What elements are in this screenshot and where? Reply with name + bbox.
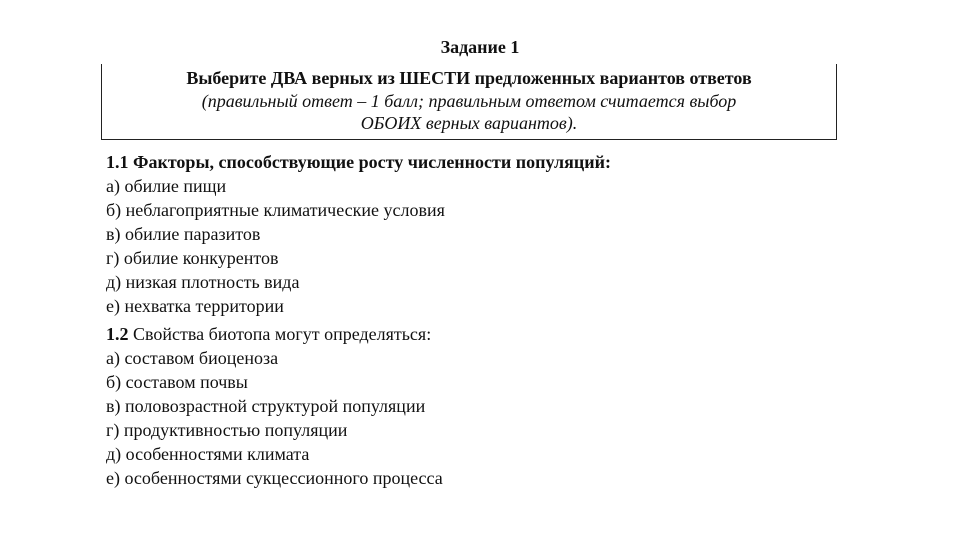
scoring-note-line-2: ОБОИХ верных вариантов).: [360, 113, 578, 133]
answer-option-e[interactable]: е) особенностями сукцессионного процесса: [106, 468, 443, 488]
question-text: Факторы, способствующие росту численности популяций:: [133, 152, 611, 172]
answer-option-b[interactable]: б) неблагоприятные климатические условия: [106, 200, 445, 220]
question-1-1: [106, 150, 926, 318]
answer-option-v[interactable]: в) половозрастной структурой популяции: [106, 396, 426, 416]
answer-option-d[interactable]: д) низкая плотность вида: [106, 272, 300, 292]
question-text: Свойства биотопа могут определяться:: [133, 324, 432, 344]
task-title: Задание 1: [440, 37, 520, 57]
answer-option-v[interactable]: в) обилие паразитов: [106, 224, 261, 244]
question-1-2: [106, 322, 926, 490]
instruction-box: [101, 64, 837, 140]
question-number: 1.2: [106, 324, 129, 344]
scoring-note-line-1: (правильный ответ – 1 балл; правильным ответом считается выбор: [201, 91, 737, 111]
answer-option-a[interactable]: а) обилие пищи: [106, 176, 227, 196]
question-heading: [106, 150, 926, 174]
question-heading: [106, 322, 926, 346]
instruction-text: Выберите ДВА верных из ШЕСТИ предложенных вариантов ответов: [186, 68, 752, 88]
answer-option-d[interactable]: д) особенностями климата: [106, 444, 310, 464]
question-number: 1.1: [106, 152, 129, 172]
answer-option-g[interactable]: г) обилие конкурентов: [106, 248, 279, 268]
answer-option-g[interactable]: г) продуктивностью популяции: [106, 420, 348, 440]
answer-option-a[interactable]: а) составом биоценоза: [106, 348, 279, 368]
answer-option-b[interactable]: б) составом почвы: [106, 372, 248, 392]
answer-option-e[interactable]: е) нехватка территории: [106, 296, 284, 316]
